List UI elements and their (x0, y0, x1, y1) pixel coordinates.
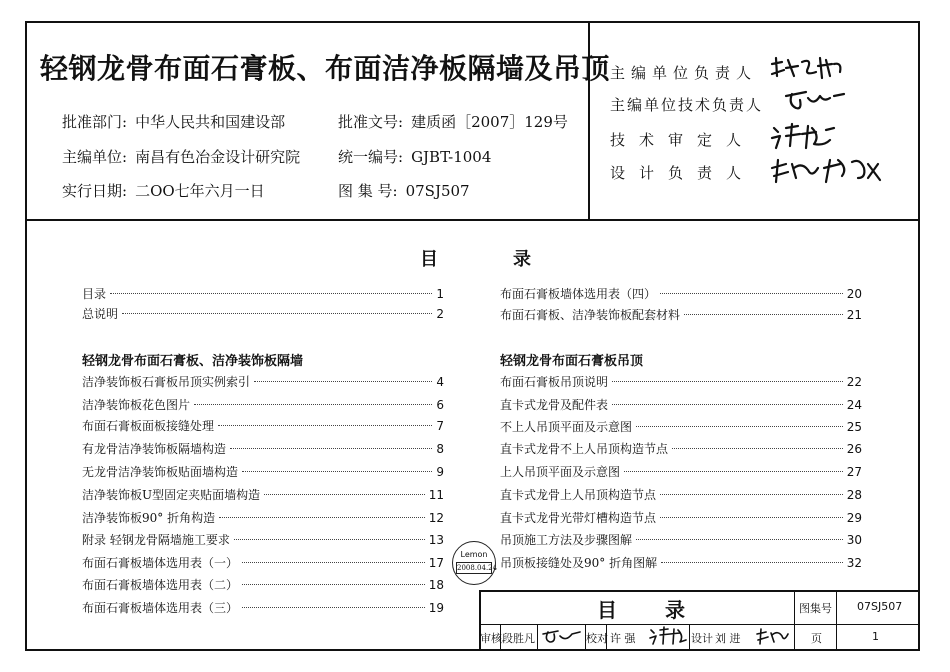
designer-name: 刘 进 (715, 632, 741, 645)
title-block-name-left: 目 (597, 598, 617, 622)
toc-item[interactable]: 直卡式龙骨及配件表 24 (500, 398, 862, 412)
editor-unit-row (62, 146, 300, 167)
checker-signature (648, 624, 688, 648)
stamp-text: Lemon (460, 550, 488, 559)
title-block-atlas-value: 07SJ507 (857, 600, 903, 613)
approval-dept-row (62, 111, 285, 132)
atlas-no-label: 图 集 号: (338, 182, 398, 200)
page-label: 页 (811, 632, 822, 645)
toc-item[interactable]: 直卡式龙骨不上人吊顶构造节点 26 (500, 442, 862, 456)
header-divider (25, 219, 920, 221)
toc-item[interactable]: 总说明 2 (82, 307, 444, 321)
responsible-chief-tech: 主编单位技术负责人 (610, 96, 764, 114)
check-label: 校对 (586, 632, 608, 645)
responsible-tech-review: 技术审定人 (610, 131, 756, 149)
toc-item[interactable]: 布面石膏板墙体选用表（二） 18 (82, 578, 444, 592)
tb-vline (689, 624, 690, 651)
effective-date-label: 实行日期: (62, 182, 128, 200)
toc-item[interactable]: 无龙骨洁净装饰板贴面墙构造 9 (82, 465, 444, 479)
approval-no-value: 建质函［2007］129号 (411, 113, 568, 131)
editor-unit-value: 南昌有色冶金设计研究院 (135, 148, 301, 166)
unified-no-row (338, 146, 491, 167)
toc-item[interactable]: 有龙骨洁净装饰板隔墙构造 8 (82, 442, 444, 456)
signature-chief-tech (782, 88, 852, 114)
design-label: 设计 (691, 632, 713, 645)
title-block-name-right: 录 (665, 598, 685, 622)
approval-no-row (338, 111, 568, 132)
reviewer-name: 段胜凡 (502, 632, 535, 645)
editor-unit-label: 主编单位: (62, 148, 128, 166)
toc-title-left: 目 (420, 249, 438, 270)
date-stamp (452, 541, 496, 585)
toc-title-right: 录 (513, 249, 531, 270)
toc-item[interactable]: 布面石膏板墙体选用表（一） 17 (82, 556, 444, 570)
effective-date-value: 二OO七年六月一日 (135, 182, 265, 200)
approval-no-label: 批准文号: (338, 113, 404, 131)
toc-item[interactable]: 上人吊顶平面及示意图 27 (500, 465, 862, 479)
review-label: 审核 (480, 632, 502, 645)
responsible-design-lead: 设计负责人 (610, 164, 756, 182)
toc-item[interactable]: 吊顶板接缝处及90° 折角图解 32 (500, 556, 862, 570)
effective-date-row (62, 180, 265, 201)
signature-chief-unit (768, 54, 848, 84)
toc-item[interactable]: 目录 1 (82, 287, 444, 301)
toc-item[interactable]: 布面石膏板墙体选用表（三） 19 (82, 601, 444, 615)
reviewer-signature (540, 626, 584, 648)
toc-item[interactable]: 附录 轻钢龙骨隔墙施工要求 13 (82, 533, 444, 547)
stamp-date: 2008.04.24 (457, 564, 498, 572)
toc-section-ceiling: 轻钢龙骨布面石膏板吊顶 (500, 354, 644, 369)
toc-item[interactable]: 洁净装饰板花色图片 6 (82, 398, 444, 412)
toc-item[interactable]: 直卡式龙骨光带灯槽构造节点 29 (500, 511, 862, 525)
atlas-no-row (338, 180, 470, 201)
signature-tech-review (768, 120, 848, 152)
signature-design-lead (768, 154, 888, 188)
tb-vline (537, 624, 538, 651)
toc-item[interactable]: 直卡式龙骨上人吊顶构造节点 28 (500, 488, 862, 502)
approval-dept-value: 中华人民共和国建设部 (135, 113, 286, 131)
atlas-no-value: 07SJ507 (405, 182, 470, 200)
designer-signature (754, 624, 794, 648)
tb-vline (794, 590, 795, 651)
toc-item[interactable]: 洁净装饰板U型固定夹贴面墙构造 11 (82, 488, 444, 502)
title-block-atlas-label: 图集号 (799, 602, 832, 615)
approval-dept-label: 批准部门: (62, 113, 128, 131)
page-value: 1 (872, 630, 879, 643)
toc-item[interactable]: 洁净装饰板90° 折角构造 12 (82, 511, 444, 525)
toc-section-partition: 轻钢龙骨布面石膏板、洁净装饰板隔墙 (82, 354, 304, 369)
unified-no-value: GJBT-1004 (411, 148, 492, 166)
toc-item[interactable]: 布面石膏板吊顶说明 22 (500, 375, 862, 389)
unified-no-label: 统一编号: (338, 148, 404, 166)
title-block-divider (479, 624, 920, 625)
toc-item[interactable]: 洁净装饰板石膏板吊顶实例索引 4 (82, 375, 444, 389)
tb-vline (836, 590, 837, 651)
atlas-title: 轻钢龙骨布面石膏板、布面洁净板隔墙及吊顶 (40, 52, 611, 85)
responsible-chief-unit: 主编单位负责人 (610, 64, 758, 82)
toc-item[interactable]: 布面石膏板墙体选用表（四） 20 (500, 287, 862, 301)
checker-name: 许 强 (610, 632, 636, 645)
toc-item[interactable]: 吊顶施工方法及步骤图解 30 (500, 533, 862, 547)
toc-item[interactable]: 布面石膏板面板接缝处理 7 (82, 419, 444, 433)
toc-item[interactable]: 不上人吊顶平面及示意图 25 (500, 420, 862, 434)
toc-item[interactable]: 布面石膏板、洁净装饰板配套材料 21 (500, 308, 862, 322)
